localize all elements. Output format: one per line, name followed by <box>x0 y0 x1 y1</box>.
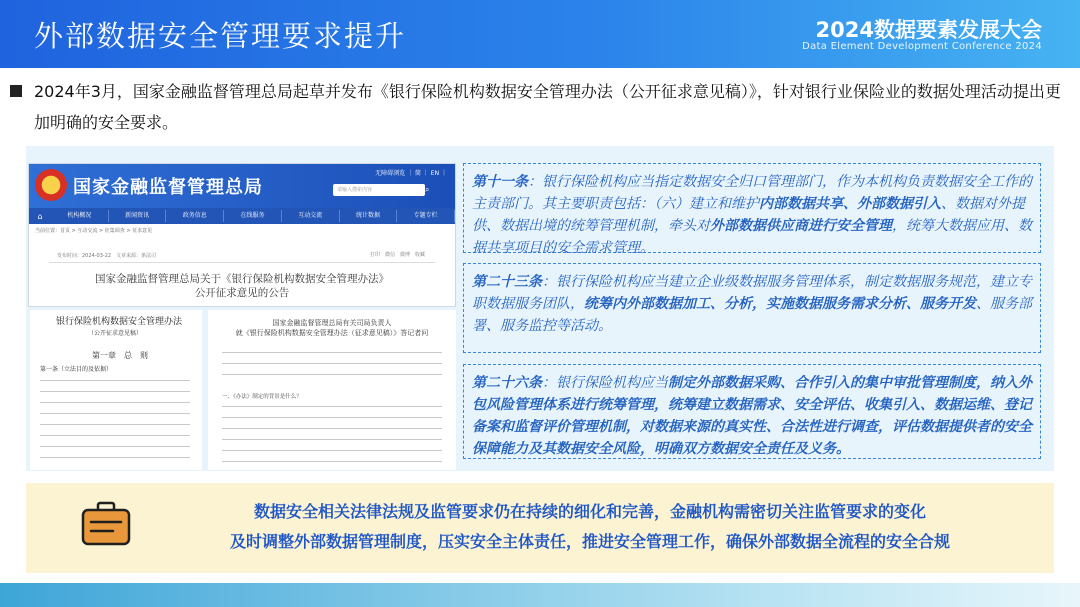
website-publish-meta: 发布时间：2024-03-22 文章来源：条法司 <box>57 253 157 259</box>
document-article: 第一条（立法目的及依据） <box>40 366 113 373</box>
qa-text-lines <box>222 406 442 470</box>
qa-title-line-1: 国家金融监督管理总局有关司局负责人 <box>272 319 392 327</box>
website-nav <box>29 208 455 224</box>
notice-title-line-2: 公开征求意见的公告 <box>194 287 290 299</box>
qa-document-title <box>208 318 456 338</box>
notice-title-line-1: 国家金融监督管理总局关于《银行保险机构数据安全管理办法》 <box>95 273 389 285</box>
document-chapter: 第一章 总 则 <box>92 351 148 360</box>
website-nav-item: 机构概况 <box>51 210 109 222</box>
article-11-box <box>463 163 1041 256</box>
qa-text-lines <box>222 352 442 385</box>
page-title: 外部数据安全管理要求提升 <box>34 19 407 53</box>
article-label: 第二十三条 <box>472 274 542 290</box>
article-emphasis: 内部数据共享、外部数据引入 <box>759 196 941 212</box>
website-header <box>29 164 455 208</box>
article-label: 第十一条 <box>472 174 528 190</box>
qa-title-line-2: 就《银行保险机构数据安全管理办法（征求意见稿）》答记者问 <box>235 329 429 337</box>
website-breadcrumb: 当前位置：首页 > 互动交流 > 征集调查 > 征求意见 <box>35 228 153 234</box>
article-text: ：银行保险机构应当建立企业级数据服务管理体系，制定数据服务规范，建立专职数据服务团队， <box>472 274 1032 312</box>
website-nav-item: 政务信息 <box>166 210 224 222</box>
home-icon: ⌂ <box>37 211 43 221</box>
document-text-lines <box>40 380 190 468</box>
website-top-links: 无障碍浏览 ｜ 简 ｜ EN ｜ <box>375 170 447 177</box>
qa-section-heading: 一、《办法》制定的背景是什么？ <box>222 394 302 400</box>
article-23-box <box>463 263 1041 353</box>
website-nav-item: 在线服务 <box>224 210 282 222</box>
article-text: ：银行保险机构应当指定数据安全归口管理部门，作为本机构负责数据安全工作的主责部门。其主要职责包括：（六）建立和维护 <box>472 174 1032 212</box>
bullet-text: 2024年3月，国家金融监督管理总局起草并发布《银行保险机构数据安全管理办法（公开征求意见稿）》，针对银行业保险业的数据处理活动提出更加明确的安全要求。 <box>34 82 1061 132</box>
conference-subtitle: Data Element Development Conference 2024 <box>802 41 1042 52</box>
article-text: 、服务部署、服务监控等活动。 <box>472 296 1032 334</box>
divider <box>49 262 435 263</box>
website-nav-item: 新闻资讯 <box>109 210 167 222</box>
header-bar <box>0 0 1080 68</box>
website-notice-title <box>29 272 455 300</box>
bullet-marker <box>10 85 22 97</box>
search-icon: ⌕ <box>425 185 430 194</box>
footer-bar <box>0 583 1080 607</box>
article-emphasis: 外部数据供应商进行安全管理 <box>710 218 892 234</box>
website-nav-item: 统计数据 <box>340 210 398 222</box>
article-label: 第二十六条 <box>472 375 542 391</box>
summary-line-1: 数据安全相关法律法规及监管要求仍在持续的细化和完善，金融机构需密切关注监管要求的变化 <box>253 502 926 521</box>
conference-title: 2024数据要素发展大会 <box>815 18 1042 42</box>
article-emphasis: 制定外部数据采购、合作引入的集中审批管理制度，纳入外包风险管理体系进行统筹管理，统筹建立数据需求、安全评估、收集引入、数据运维、登记备案和监督评价管理机制，对数据来源的真实性、合法性进行调查，评估数据提供者的安全保障能力及其数据安全风险，明确双方数据安全责任及义务。 <box>472 375 1032 457</box>
briefcase-icon <box>78 495 134 551</box>
website-org-name: 国家金融监督管理总局 <box>73 177 263 198</box>
article-text: ：银行保险机构应当 <box>542 375 668 391</box>
website-nav-item: 互动交流 <box>282 210 340 222</box>
website-share-links: 打印 微信 微博 收藏 <box>369 252 425 258</box>
regulator-website-screenshot <box>28 163 456 307</box>
document-subtitle: （公开征求意见稿） <box>88 330 143 337</box>
regulation-document-page <box>30 310 202 470</box>
website-search-input: 请输入搜索内容 <box>333 184 425 196</box>
article-text: 、数据对外提供、数据出境的统筹管理机制，牵头对 <box>472 196 1025 234</box>
article-text: ，统筹大数据应用、数据共享项目的安全需求管理。 <box>472 218 1032 256</box>
document-title: 银行保险机构数据安全管理办法 <box>56 317 183 327</box>
article-emphasis: 统筹内外部数据加工、分析，实施数据服务需求分析、服务开发 <box>584 296 976 312</box>
article-26-box <box>463 364 1041 459</box>
website-nav-item: 专题专栏 <box>397 210 455 222</box>
national-emblem-icon: ★ <box>35 169 67 201</box>
press-qa-document-page <box>208 310 456 470</box>
summary-line-2: 及时调整外部数据管理制度，压实安全主体责任，推进安全管理工作，确保外部数据全流程的安全合规 <box>229 532 950 551</box>
summary-callout <box>26 483 1054 573</box>
